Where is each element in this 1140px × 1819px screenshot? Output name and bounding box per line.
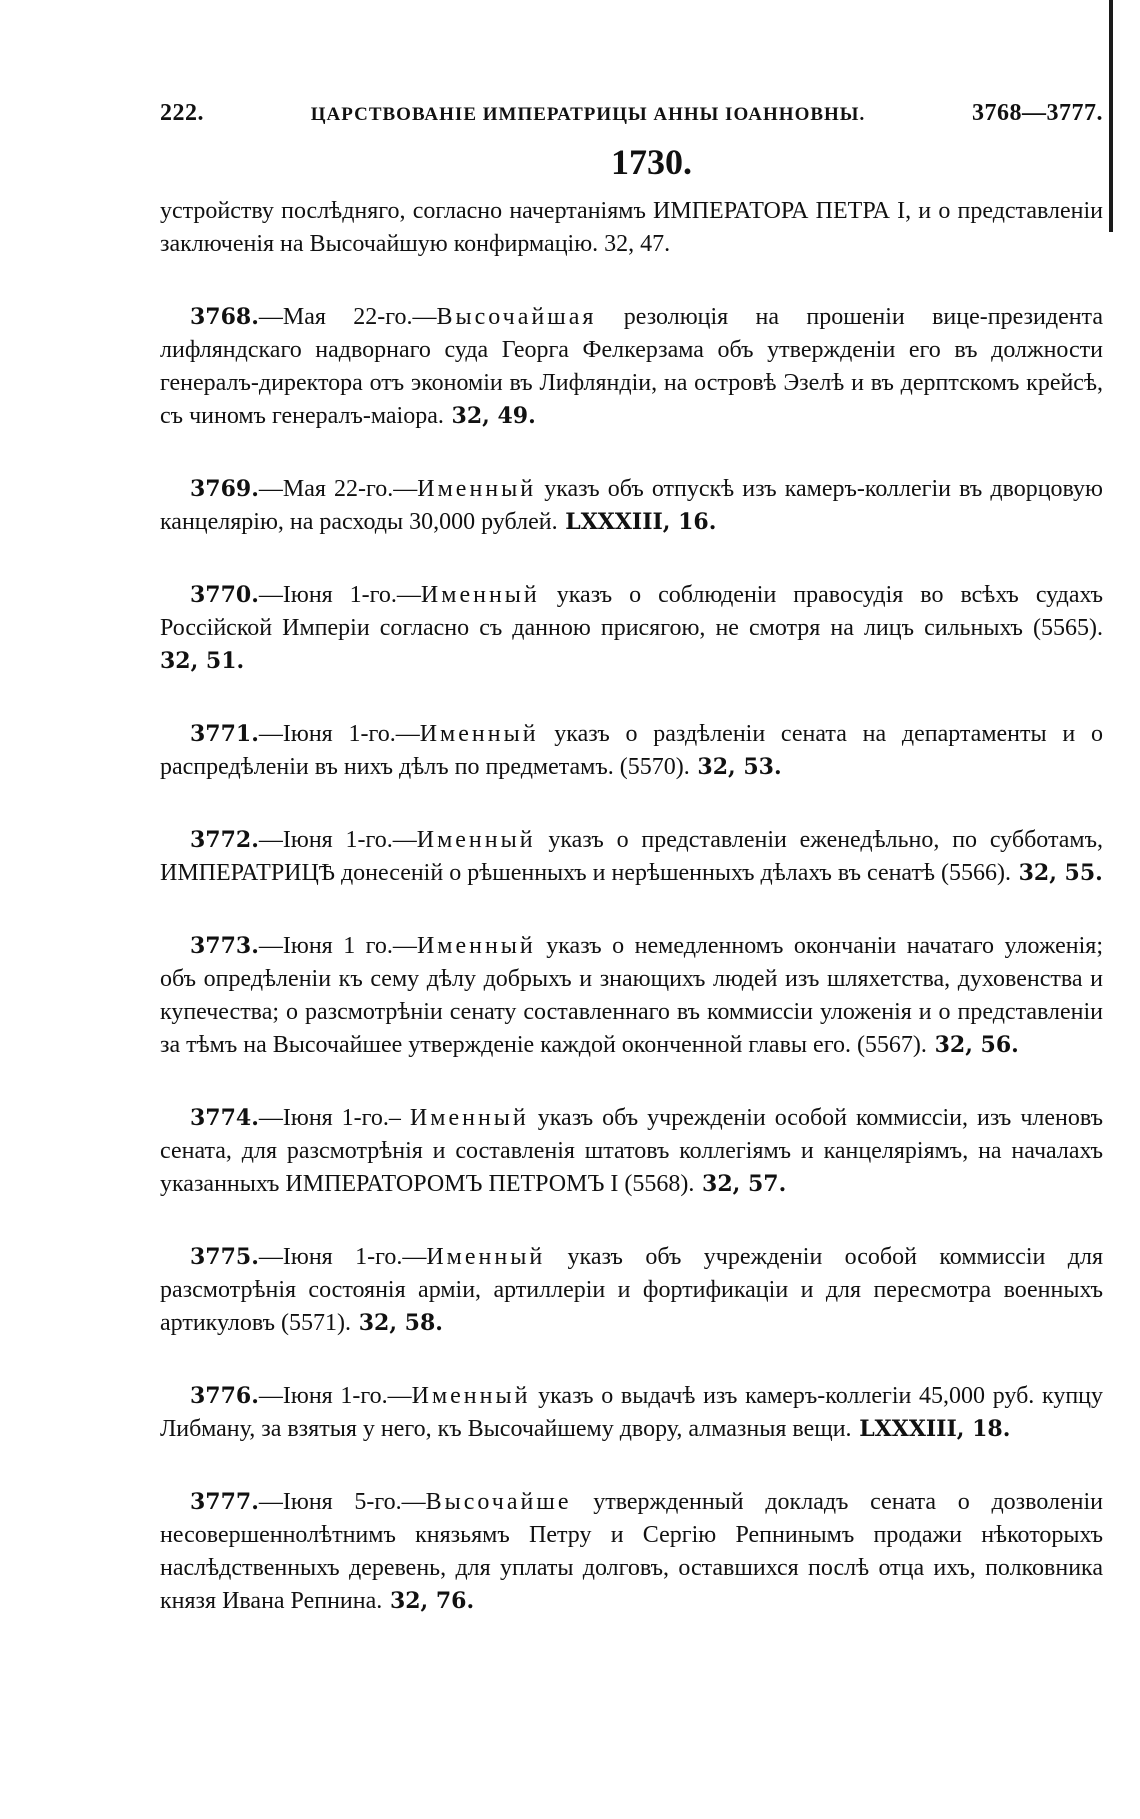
entry <box>160 718 1103 784</box>
entry-reference: 32, 58. <box>351 1310 443 1336</box>
entry-date: —Іюня 1-го.– <box>258 1105 410 1131</box>
entry <box>160 1486 1103 1618</box>
entries-list <box>160 301 1103 1618</box>
entry-range: 3768—3777. <box>971 100 1103 126</box>
entry <box>160 1241 1103 1340</box>
page-number: 222. <box>160 100 204 126</box>
entry <box>160 824 1103 890</box>
entry-kind: Именный <box>416 827 536 853</box>
page-header <box>160 100 1103 127</box>
entry-kind: Именный <box>419 721 539 747</box>
entry-date: —Іюня 1-го.— <box>258 582 421 608</box>
entry-text: указъ объ учрежденіи особой коммиссіи для разсмотрѣнія состоянія арміи, артиллеріи и фортификаціи и для пересмотра военныхъ артикуловъ (5571). <box>160 1244 1104 1336</box>
entry-reference: LXXXIII, 16. <box>557 509 717 535</box>
entry <box>160 1380 1103 1446</box>
entry-date: —Мая 22-го.— <box>258 304 437 330</box>
entry-reference: 32, 49. <box>443 403 536 429</box>
entry-kind: Именный <box>411 1383 531 1409</box>
entry-reference: 32, 53. <box>689 754 782 780</box>
entry-text: указъ объ учрежденіи особой коммиссіи, изъ членовъ сената, для разсмотрѣнія и составленія штатовъ коллегіямъ и канцеляріямъ, на началахъ указанныхъ ИМПЕРАТОРОМЪ ПЕТРОМЪ I (5568). <box>160 1105 1104 1197</box>
entry-number: 3771. <box>190 721 259 747</box>
entry-number: 3774. <box>190 1105 259 1131</box>
entry-number: 3768. <box>190 304 259 330</box>
entry-date: —Іюня 1-го.— <box>258 721 420 747</box>
entry-reference: 32, 51. <box>160 648 245 674</box>
entry-text: резолюція на прошеніи вице-президента лифляндскаго надворнаго суда Георга Фелкерзама объ утвержденіи его въ должности генералъ-директора отъ экономіи въ Лифляндіи, на островѣ Эзелѣ и въ дерптскомъ крейсѣ, съ чиномъ генералъ-маіора. <box>160 304 1103 429</box>
entry-number: 3773. <box>190 933 259 959</box>
entry-kind: Именный <box>420 582 540 608</box>
entry-kind: Именный <box>417 476 537 502</box>
entry-reference: 32, 56. <box>926 1032 1019 1058</box>
entry <box>160 473 1103 539</box>
document-page <box>160 100 1103 1618</box>
entry-reference: LXXXIII, 18. <box>851 1416 1011 1442</box>
entry-kind: Высочайше <box>425 1489 572 1515</box>
entry-number: 3775. <box>190 1244 259 1270</box>
entry-date: —Іюня 1-го.— <box>258 1244 427 1270</box>
entry-date: —Іюня 5-го.— <box>258 1489 426 1515</box>
entry-text: указъ о представленіи еженедѣльно, по субботамъ, ИМПЕРАТРИЦѢ донесеній о рѣшенныхъ и нерѣшенныхъ дѣлахъ въ сенатѣ (5566). <box>160 827 1103 886</box>
entry-text: указъ о соблюденіи правосудія во всѣхъ судахъ Россійской Имперіи согласно съ данною присягою, не смотря на лицъ сильныхъ (5565). <box>160 582 1103 641</box>
entry-date: —Іюня 1 го.— <box>258 933 417 959</box>
entry-reference: 32, 57. <box>694 1171 787 1197</box>
entry-date: —Іюня 1-го.— <box>258 827 417 853</box>
entry-date: —Іюня 1-го.— <box>258 1383 412 1409</box>
entry-date: —Мая 22-го.— <box>258 476 418 502</box>
entry-kind: Именный <box>409 1105 529 1131</box>
entry-number: 3772. <box>190 827 259 853</box>
entry <box>160 1102 1103 1201</box>
entry-text: указъ объ отпускѣ изъ камеръ-коллегіи въ дворцовую канцелярію, на расходы 30,000 рублей. <box>160 476 1103 535</box>
entry-number: 3769. <box>190 476 259 502</box>
entry-number: 3777. <box>190 1489 259 1515</box>
entry-number: 3776. <box>190 1383 259 1409</box>
entry-number: 3770. <box>190 582 259 608</box>
entry-reference: 32, 55. <box>1010 860 1103 886</box>
entry <box>160 579 1103 678</box>
entry-reference: 32, 76. <box>382 1588 475 1614</box>
running-title: ЦАРСТВОВАНІЕ ИМПЕРАТРИЦЫ АННЫ ІОАННОВНЫ. <box>310 104 866 125</box>
entry-text: указъ о немедленномъ окончаніи начатаго уложенія; объ опредѣленіи къ сему дѣлу добрыхъ и знающихъ людей изъ шляхетства, духовенства и купечества; о разсмотрѣніи сенату составленнаго въ коммиссіи уложенія и о представленіи за тѣмъ на Высочайшее утвержденіе каждой оконченной главы его. (5567). <box>160 933 1103 1058</box>
entry-kind: Именный <box>416 933 536 959</box>
entry-kind: Высочайшая <box>436 304 597 330</box>
entry-text: утвержденный докладъ сената о дозволеніи несовершеннолѣтнимъ князьямъ Петру и Сергію Репнинымъ продажи нѣкоторыхъ наслѣдственныхъ деревень, для уплаты долговъ, оставшихся послѣ отца ихъ, полковника князя Ивана Репнина. <box>160 1489 1103 1614</box>
entry <box>160 930 1103 1062</box>
entry-kind: Именный <box>426 1244 546 1270</box>
year-heading: 1730. <box>611 142 692 182</box>
page-edge-line <box>1109 0 1113 232</box>
entry-text: указъ о выдачѣ изъ камеръ-коллегіи 45,000 руб. купцу Либману, за взятыя у него, къ Высочайшему двору, алмазныя вещи. <box>160 1383 1104 1442</box>
continuation-paragraph: устройству послѣдняго, согласно начертаніямъ ИМПЕРАТОРА ПЕТРА I, и о представленіи заключенія на Высочайшую конфирмацію. 32, 47. <box>160 198 1103 257</box>
entry-text: указъ о раздѣленіи сената на департаменты и о распредѣленіи въ нихъ дѣлъ по предметамъ. (5570). <box>160 721 1104 780</box>
entry <box>160 301 1103 433</box>
